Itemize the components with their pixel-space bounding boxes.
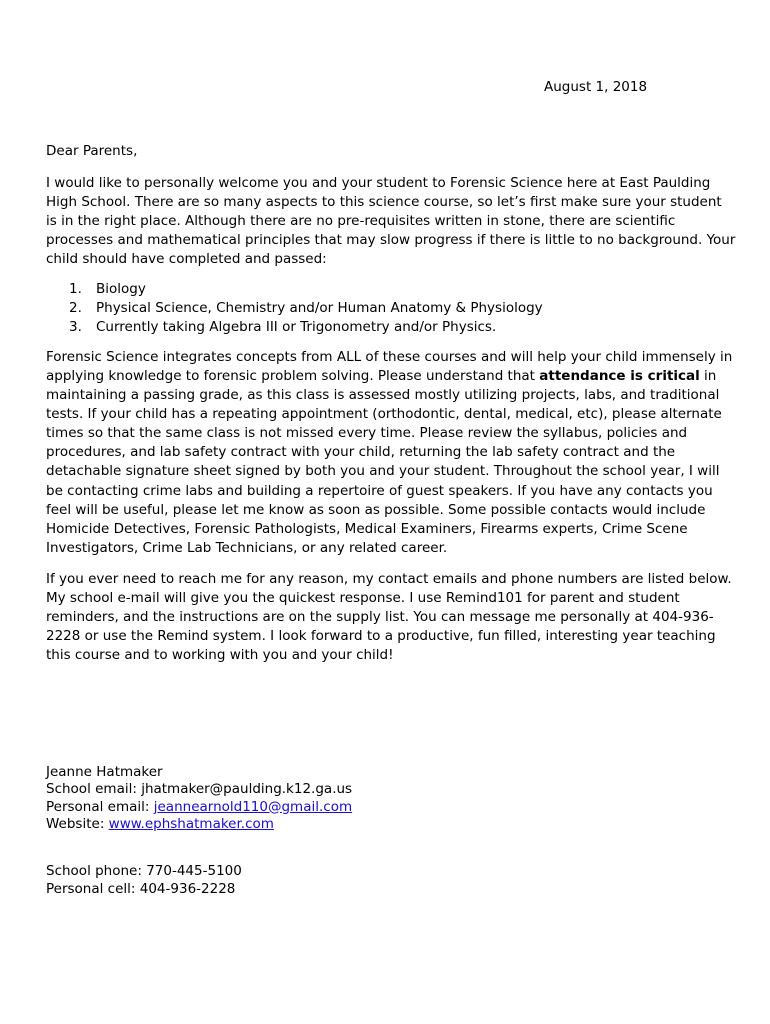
school-phone-line [46,863,242,881]
cell-phone-label: Personal cell: [46,880,140,897]
list-item-text: Currently taking Algebra III or Trigonometry and/or Physics. [96,318,497,335]
signer-name: Jeanne Hatmaker [46,764,163,780]
main-paragraph-rest: in maintaining a passing grade, as this class is assessed mostly utilizing projects, labs, and traditional tests. If your child has a repeating appointment (orthodontic, dental, medical, etc), please alternate times so that the same class is not missed every time. Please review the syllabus, policies and procedures, and lab safety contract with your child, returning the lab safety contract and the detachable signature sheet signed by both you and your student. Throughout the school year, I will be contacting crime labs and building a repertoire of guest speakers. If you have any contacts you feel will be useful, please let me know as soon as possible. Some possible contacts would include Homicide Detectives, Forensic Pathologists, Medical Examiners, Firearms experts, Crime Scene Investigators, Crime Lab Technicians, or any related career. [46,367,722,556]
intro-paragraph: I would like to personally welcome you and your student to Forensic Science here at East Paulding High School. There are so many aspects to this science course, so let’s first make sure your student is in the right place. Although there are no pre-requisites written in stone, there are scientific processes and mathematical principles that may slow progress if there is little to no background. Your child should have completed and passed: [46,175,736,268]
list-item [69,299,736,318]
school-phone: 770-445-5100 [146,863,242,879]
letter-body [46,142,736,665]
personal-email-label: Personal email: [46,798,154,815]
prerequisite-list [46,280,736,337]
list-item [69,280,736,299]
attendance-emphasis: attendance is critical [539,367,700,384]
main-paragraph [46,348,736,558]
school-phone-label: School phone: [46,863,147,879]
website-link[interactable]: www.ephshatmaker.com [108,815,274,832]
signature-block [46,764,352,833]
list-item-text: Physical Science, Chemistry and/or Human Anatomy & Physiology [96,299,543,316]
letter-date: August 1, 2018 [544,79,648,95]
list-number: 3. [69,318,82,335]
contact-paragraph: If you ever need to reach me for any reason, my contact emails and phone numbers are listed below. My school e-mail will give you the quickest response. I use Remind101 for parent and student reminders, and the instructions are on the supply list. You can message me personally at 404-936-2228 or use the Remind system. I look forward to a productive, fun filled, interesting year teaching this course and to working with you and your child! [46,570,732,664]
cell-phone: 404-936-2228 [139,880,236,897]
list-number: 1. [69,280,82,297]
cell-phone-line [46,881,242,899]
main-paragraph-lead: Forensic Science integrates concepts from ALL of these courses and will help your child immensely in applying knowledge to forensic problem solving. Please understand that [46,348,733,384]
school-email-line [46,781,352,798]
school-email-label: School email: [46,781,142,798]
website-label: Website: [46,815,109,832]
list-number: 2. [69,299,82,316]
greeting: Dear Parents, [46,143,138,159]
list-item [69,318,736,337]
website-line [46,816,352,833]
phone-block [46,863,242,898]
list-item-text: Biology [96,280,146,297]
personal-email-line [46,799,352,816]
school-email: jhatmaker@paulding.k12.ga.us [141,781,353,798]
personal-email-link[interactable]: jeannearnold110@gmail.com [153,798,353,815]
